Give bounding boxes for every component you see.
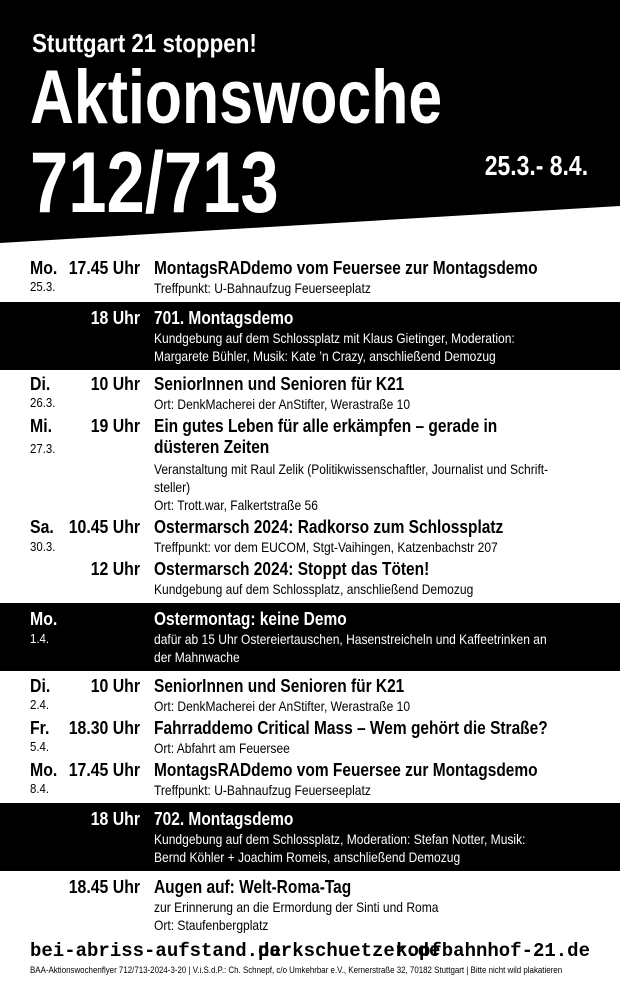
imprint: BAA-Aktionswochenflyer 712/713-2024-3-20 | V.i.S.d.P.: Ch. Schnepf, c/o Umkehrbar e.V., Kernerstraße 32, 70182 Stuttgart | Bitte nicht wild plakatieren	[30, 965, 563, 975]
event-day: Sa.	[30, 517, 54, 537]
event-description-line: steller)	[154, 479, 191, 495]
event-description-line: Ort: DenkMacherei der AnStifter, Werastraße 10	[154, 698, 411, 714]
event-title: Fahrraddemo Critical Mass – Wem gehört die Straße?	[154, 718, 548, 738]
footer-link-parkschuetzer[interactable]: parkschuetzer.de	[258, 940, 441, 962]
header-number: 712/713	[30, 135, 279, 231]
event-time: 12 Uhr	[90, 559, 140, 579]
event-description	[154, 697, 584, 715]
event-description	[154, 781, 584, 799]
event-day: Fr.	[30, 718, 50, 738]
footer-link-bei-abriss-aufstand[interactable]: bei-abriss-aufstand.de	[30, 940, 281, 962]
event-description	[154, 630, 584, 666]
footer-link-kopfbahnhof-21[interactable]: kopfbahnhof-21.de	[396, 940, 590, 962]
header-dates: 25.3.- 8.4.	[484, 150, 588, 181]
event-description-line: Kundgebung auf dem Schlossplatz mit Klaus Gietinger, Moderation:	[154, 330, 515, 346]
event-time: 10 Uhr	[90, 374, 140, 394]
event-description-line: Kundgebung auf dem Schlossplatz, Moderation: Stefan Notter, Musik:	[154, 831, 526, 847]
event-date: 5.4.	[30, 739, 50, 754]
event-title: Ostermarsch 2024: Radkorso zum Schlossplatz	[154, 517, 504, 537]
event-description-line: Ort: Trott.war, Falkertstraße 56	[154, 497, 318, 513]
event-description	[154, 279, 584, 297]
event-time: 17.45 Uhr	[68, 258, 140, 278]
event-time: 18.45 Uhr	[68, 877, 140, 897]
event-date: 1.4.	[30, 631, 50, 646]
event-description-line: Kundgebung auf dem Schlossplatz, anschließend Demozug	[154, 581, 474, 597]
event-time: 18 Uhr	[90, 809, 140, 829]
event-date: 27.3.	[30, 441, 56, 456]
event-day: Mo.	[30, 760, 58, 780]
event-title: Augen auf: Welt-Roma-Tag	[154, 877, 352, 897]
header	[0, 0, 620, 250]
event-time: 10 Uhr	[90, 676, 140, 696]
event-description-line: dafür ab 15 Uhr Ostereiertauschen, Hasenstreicheln und Kaffeetrinken an	[154, 631, 547, 647]
event-time: 18 Uhr	[90, 308, 140, 328]
event-title: 701. Montagsdemo	[154, 308, 294, 328]
event-description	[154, 580, 584, 598]
event-time: 19 Uhr	[90, 416, 140, 436]
event-day: Di.	[30, 374, 51, 394]
header-kicker: Stuttgart 21 stoppen!	[32, 28, 257, 58]
event-day: Di.	[30, 676, 51, 696]
event-description-line: Ort: Abfahrt am Feuersee	[154, 740, 290, 756]
event-date: 8.4.	[30, 781, 50, 796]
event-date: 25.3.	[30, 279, 56, 294]
event-description-line: Margarete Bühler, Musik: Kate ’n Crazy, anschließend Demozug	[154, 348, 496, 364]
event-title	[154, 416, 558, 458]
event-description	[154, 830, 584, 866]
header-title: Aktionswoche	[30, 55, 443, 140]
event-description-line: Ort: Staufenbergplatz	[154, 917, 269, 933]
event-description	[154, 538, 584, 556]
event-day: Mo.	[30, 609, 58, 629]
event-description-line: der Mahnwache	[154, 649, 240, 665]
event-title: 702. Montagsdemo	[154, 809, 294, 829]
event-description-line: Ort: DenkMacherei der AnStifter, Werastraße 10	[154, 396, 411, 412]
event-title-line: Ein gutes Leben für alle erkämpfen – gerade in	[154, 416, 498, 436]
event-date: 2.4.	[30, 697, 50, 712]
event-time: 18.30 Uhr	[68, 718, 140, 738]
event-day: Mo.	[30, 258, 58, 278]
event-title: SeniorInnen und Senioren für K21	[154, 374, 405, 394]
event-description	[154, 898, 584, 934]
event-title: Ostermarsch 2024: Stoppt das Töten!	[154, 559, 430, 579]
event-title: MontagsRADdemo vom Feuersee zur Montagsdemo	[154, 258, 538, 278]
event-description-line: Bernd Köhler + Joachim Romeis, anschließend Demozug	[154, 849, 461, 865]
event-description-line: Treffpunkt: U-Bahnaufzug Feuerseeplatz	[154, 280, 371, 296]
event-description-line: zur Erinnerung an die Ermordung der Sinti und Roma	[154, 899, 439, 915]
event-title-line: düsteren Zeiten	[154, 437, 270, 457]
event-description	[154, 460, 584, 514]
event-description	[154, 739, 584, 757]
event-date: 26.3.	[30, 395, 56, 410]
event-title: Ostermontag: keine Demo	[154, 609, 347, 629]
event-description-line: Veranstaltung mit Raul Zelik (Politikwissenschaftler, Journalist und Schrift-	[154, 461, 549, 477]
event-description	[154, 395, 584, 413]
event-description	[154, 329, 584, 365]
event-date: 30.3.	[30, 539, 56, 554]
event-day: Mi.	[30, 416, 52, 436]
event-description-line: Treffpunkt: vor dem EUCOM, Stgt-Vaihingen, Katzenbachstr 207	[154, 539, 498, 555]
event-time: 17.45 Uhr	[68, 760, 140, 780]
event-title: SeniorInnen und Senioren für K21	[154, 676, 405, 696]
event-description-line: Treffpunkt: U-Bahnaufzug Feuerseeplatz	[154, 782, 371, 798]
footer-links	[30, 940, 590, 964]
event-title: MontagsRADdemo vom Feuersee zur Montagsdemo	[154, 760, 538, 780]
event-time: 10.45 Uhr	[68, 517, 140, 537]
